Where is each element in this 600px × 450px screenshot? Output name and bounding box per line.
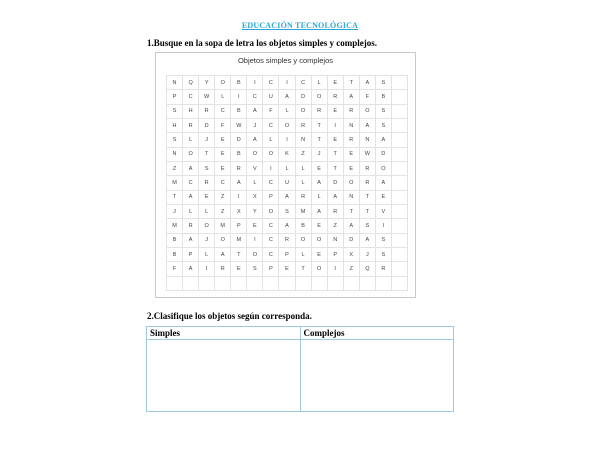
letter-cell: S	[376, 248, 392, 262]
letter-cell: O	[247, 248, 263, 262]
letter-cell: E	[328, 133, 344, 147]
letter-cell: E	[312, 248, 328, 262]
letter-cell: Q	[183, 76, 199, 90]
letter-cell: E	[328, 76, 344, 90]
letter-cell: F	[215, 119, 231, 133]
word-search-grid	[166, 75, 408, 291]
letter-cell: L	[183, 133, 199, 147]
letter-cell	[344, 277, 360, 291]
letter-cell: S	[247, 262, 263, 276]
letter-cell: A	[247, 105, 263, 119]
letter-cell: S	[376, 119, 392, 133]
letter-cell: T	[199, 148, 215, 162]
letter-cell: L	[247, 176, 263, 190]
letter-cell: I	[328, 119, 344, 133]
letter-cell: E	[344, 148, 360, 162]
letter-cell: I	[231, 191, 247, 205]
letter-cell: C	[247, 90, 263, 104]
letter-cell: Q	[360, 262, 376, 276]
letter-cell: R	[279, 234, 295, 248]
letter-cell: A	[247, 133, 263, 147]
letter-cell: P	[328, 248, 344, 262]
letter-cell: C	[183, 90, 199, 104]
letter-cell	[392, 90, 408, 104]
letter-cell: O	[360, 105, 376, 119]
letter-cell: J	[247, 119, 263, 133]
letter-cell: N	[328, 234, 344, 248]
classification-table	[146, 326, 454, 412]
letter-cell: Z	[296, 148, 312, 162]
letter-cell: C	[263, 119, 279, 133]
letter-cell: D	[344, 234, 360, 248]
letter-cell: M	[167, 219, 183, 233]
letter-cell	[263, 277, 279, 291]
letter-cell: I	[231, 90, 247, 104]
letter-cell: P	[279, 248, 295, 262]
letter-cell: X	[344, 248, 360, 262]
letter-cell: F	[167, 262, 183, 276]
letter-cell: E	[215, 162, 231, 176]
letter-cell: T	[296, 262, 312, 276]
question-2: 2.Clasifique los objetos según corresponda.	[147, 311, 312, 321]
header-simples: Simples	[147, 327, 301, 340]
letter-cell: B	[231, 105, 247, 119]
letter-cell: L	[296, 162, 312, 176]
letter-cell: E	[279, 262, 295, 276]
letter-cell	[199, 277, 215, 291]
letter-cell: T	[328, 148, 344, 162]
letter-cell: I	[263, 162, 279, 176]
letter-cell: I	[247, 76, 263, 90]
letter-cell: Z	[215, 205, 231, 219]
letter-cell: W	[231, 119, 247, 133]
letter-cell: F	[263, 105, 279, 119]
letter-cell: L	[263, 133, 279, 147]
letter-cell: J	[167, 205, 183, 219]
letter-cell: O	[376, 162, 392, 176]
letter-cell: A	[279, 90, 295, 104]
letter-cell	[392, 119, 408, 133]
letter-cell: Y	[199, 76, 215, 90]
letter-cell: M	[231, 234, 247, 248]
letter-cell: C	[296, 76, 312, 90]
letter-cell	[392, 205, 408, 219]
letter-cell: D	[199, 119, 215, 133]
letter-cell	[392, 262, 408, 276]
letter-cell: U	[279, 176, 295, 190]
letter-cell: T	[360, 205, 376, 219]
letter-cell: R	[296, 191, 312, 205]
letter-cell: D	[376, 148, 392, 162]
letter-cell: R	[376, 262, 392, 276]
letter-cell: M	[167, 176, 183, 190]
letter-cell: O	[312, 262, 328, 276]
letter-cell: A	[360, 119, 376, 133]
letter-cell: L	[215, 90, 231, 104]
letter-cell: E	[199, 191, 215, 205]
letter-cell	[392, 219, 408, 233]
letter-cell: I	[247, 234, 263, 248]
letter-cell: Z	[167, 162, 183, 176]
letter-cell	[392, 234, 408, 248]
letter-cell: R	[183, 119, 199, 133]
letter-cell: E	[376, 191, 392, 205]
letter-cell	[392, 162, 408, 176]
letter-cell	[183, 277, 199, 291]
letter-cell	[392, 76, 408, 90]
letter-cell	[215, 277, 231, 291]
letter-cell	[392, 148, 408, 162]
letter-cell: R	[360, 162, 376, 176]
letter-cell: R	[328, 90, 344, 104]
letter-cell: T	[312, 119, 328, 133]
header-complejos: Complejos	[300, 327, 454, 340]
letter-cell	[312, 277, 328, 291]
letter-cell: A	[231, 176, 247, 190]
letter-cell: P	[263, 191, 279, 205]
letter-cell: A	[183, 262, 199, 276]
letter-cell: R	[344, 105, 360, 119]
letter-cell: R	[183, 219, 199, 233]
letter-cell: T	[344, 76, 360, 90]
letter-cell: M	[296, 205, 312, 219]
letter-cell	[328, 277, 344, 291]
letter-cell: A	[183, 162, 199, 176]
letter-cell: A	[183, 191, 199, 205]
letter-cell: D	[231, 133, 247, 147]
letter-cell: O	[312, 90, 328, 104]
letter-cell: B	[167, 234, 183, 248]
letter-cell: I	[328, 262, 344, 276]
letter-cell: D	[296, 90, 312, 104]
letter-cell: B	[376, 90, 392, 104]
letter-cell: Z	[215, 191, 231, 205]
letter-cell: H	[183, 105, 199, 119]
letter-cell	[392, 277, 408, 291]
letter-cell: N	[296, 133, 312, 147]
letter-cell: Y	[247, 205, 263, 219]
letter-cell: S	[376, 234, 392, 248]
letter-cell: T	[312, 133, 328, 147]
letter-cell	[279, 277, 295, 291]
letter-cell: T	[328, 162, 344, 176]
letter-cell: S	[376, 105, 392, 119]
letter-cell: E	[328, 105, 344, 119]
letter-cell: N	[360, 133, 376, 147]
letter-cell: E	[215, 148, 231, 162]
letter-cell: S	[167, 133, 183, 147]
letter-cell: B	[231, 76, 247, 90]
simples-answer-cell[interactable]	[147, 340, 301, 412]
question-1: 1.Busque en la sopa de letra los objetos simples y complejos.	[147, 38, 378, 48]
letter-cell: C	[183, 176, 199, 190]
letter-cell: T	[167, 191, 183, 205]
letter-cell: C	[215, 105, 231, 119]
letter-cell: C	[215, 176, 231, 190]
letter-cell: A	[312, 176, 328, 190]
letter-cell: U	[263, 90, 279, 104]
letter-cell: A	[279, 219, 295, 233]
letter-cell: E	[312, 162, 328, 176]
letter-cell: S	[167, 105, 183, 119]
letter-cell	[360, 277, 376, 291]
letter-cell	[296, 277, 312, 291]
letter-cell: C	[263, 219, 279, 233]
letter-cell: A	[344, 90, 360, 104]
letter-cell: P	[167, 90, 183, 104]
letter-cell: V	[376, 205, 392, 219]
letter-cell: E	[247, 219, 263, 233]
letter-cell: W	[360, 148, 376, 162]
letter-cell: R	[215, 262, 231, 276]
letter-cell: O	[247, 148, 263, 162]
letter-cell: R	[344, 133, 360, 147]
letter-cell: P	[183, 248, 199, 262]
document-title: EDUCACIÓN TECNOLÓGICA	[241, 21, 359, 30]
word-search-puzzle	[155, 52, 416, 298]
letter-cell: E	[312, 219, 328, 233]
letter-cell: A	[279, 191, 295, 205]
letter-cell: E	[231, 262, 247, 276]
letter-cell: A	[360, 234, 376, 248]
letter-cell: P	[263, 262, 279, 276]
letter-cell: T	[360, 191, 376, 205]
letter-cell: S	[199, 162, 215, 176]
letter-cell: J	[199, 234, 215, 248]
letter-cell: B	[296, 219, 312, 233]
letter-cell	[392, 133, 408, 147]
letter-cell: L	[312, 191, 328, 205]
letter-cell: K	[279, 148, 295, 162]
letter-cell: O	[199, 219, 215, 233]
letter-cell: T	[231, 248, 247, 262]
letter-cell: L	[296, 176, 312, 190]
letter-cell: C	[263, 248, 279, 262]
letter-cell: C	[263, 76, 279, 90]
letter-cell: N	[344, 191, 360, 205]
letter-cell	[392, 191, 408, 205]
letter-cell: M	[215, 219, 231, 233]
letter-cell: L	[199, 205, 215, 219]
letter-cell: E	[344, 162, 360, 176]
letter-cell: O	[296, 234, 312, 248]
letter-cell	[392, 105, 408, 119]
letter-cell: I	[279, 133, 295, 147]
letter-cell: A	[376, 133, 392, 147]
letter-cell: L	[199, 248, 215, 262]
letter-cell: L	[279, 105, 295, 119]
letter-cell: O	[312, 234, 328, 248]
letter-cell: O	[215, 234, 231, 248]
letter-cell: F	[360, 90, 376, 104]
letter-cell: L	[279, 162, 295, 176]
letter-cell	[167, 277, 183, 291]
letter-cell: L	[183, 205, 199, 219]
letter-cell: S	[360, 219, 376, 233]
letter-cell: L	[312, 76, 328, 90]
letter-cell: I	[279, 76, 295, 90]
letter-cell	[247, 277, 263, 291]
letter-cell: S	[279, 205, 295, 219]
letter-cell: R	[231, 162, 247, 176]
letter-cell: D	[328, 176, 344, 190]
letter-cell: T	[344, 205, 360, 219]
letter-cell	[392, 176, 408, 190]
letter-cell: C	[263, 176, 279, 190]
letter-cell: W	[199, 90, 215, 104]
letter-cell: I	[199, 262, 215, 276]
letter-cell: B	[231, 148, 247, 162]
letter-cell: I	[376, 219, 392, 233]
letter-cell: A	[344, 219, 360, 233]
letter-cell: R	[328, 205, 344, 219]
letter-cell: P	[231, 219, 247, 233]
letter-cell: N	[344, 119, 360, 133]
letter-cell: O	[279, 119, 295, 133]
letter-cell: A	[376, 176, 392, 190]
letter-cell: E	[215, 133, 231, 147]
letter-cell: R	[199, 176, 215, 190]
letter-cell: X	[231, 205, 247, 219]
letter-cell: J	[199, 133, 215, 147]
letter-cell: X	[247, 191, 263, 205]
letter-cell: A	[360, 76, 376, 90]
letter-cell: N	[167, 76, 183, 90]
letter-cell: A	[215, 248, 231, 262]
letter-cell	[231, 277, 247, 291]
letter-cell	[376, 277, 392, 291]
letter-cell: R	[360, 176, 376, 190]
letter-cell: J	[312, 148, 328, 162]
letter-cell: O	[263, 205, 279, 219]
letter-cell: O	[215, 76, 231, 90]
letter-cell: S	[376, 76, 392, 90]
letter-cell: O	[263, 148, 279, 162]
letter-cell	[392, 248, 408, 262]
letter-cell: R	[296, 119, 312, 133]
letter-cell: R	[312, 105, 328, 119]
letter-cell: O	[183, 148, 199, 162]
letter-cell: C	[263, 234, 279, 248]
letter-cell: J	[360, 248, 376, 262]
letter-cell: Z	[344, 262, 360, 276]
letter-cell: A	[328, 191, 344, 205]
complejos-answer-cell[interactable]	[300, 340, 454, 412]
letter-cell: B	[167, 248, 183, 262]
letter-cell: A	[312, 205, 328, 219]
letter-cell: H	[167, 119, 183, 133]
letter-cell: V	[247, 162, 263, 176]
letter-cell: N	[167, 148, 183, 162]
letter-cell: O	[344, 176, 360, 190]
word-search-title: Objetos simples y complejos	[237, 56, 334, 65]
letter-cell: A	[183, 234, 199, 248]
letter-cell: O	[296, 105, 312, 119]
letter-cell: Z	[328, 219, 344, 233]
letter-cell: R	[199, 105, 215, 119]
letter-cell: L	[296, 248, 312, 262]
